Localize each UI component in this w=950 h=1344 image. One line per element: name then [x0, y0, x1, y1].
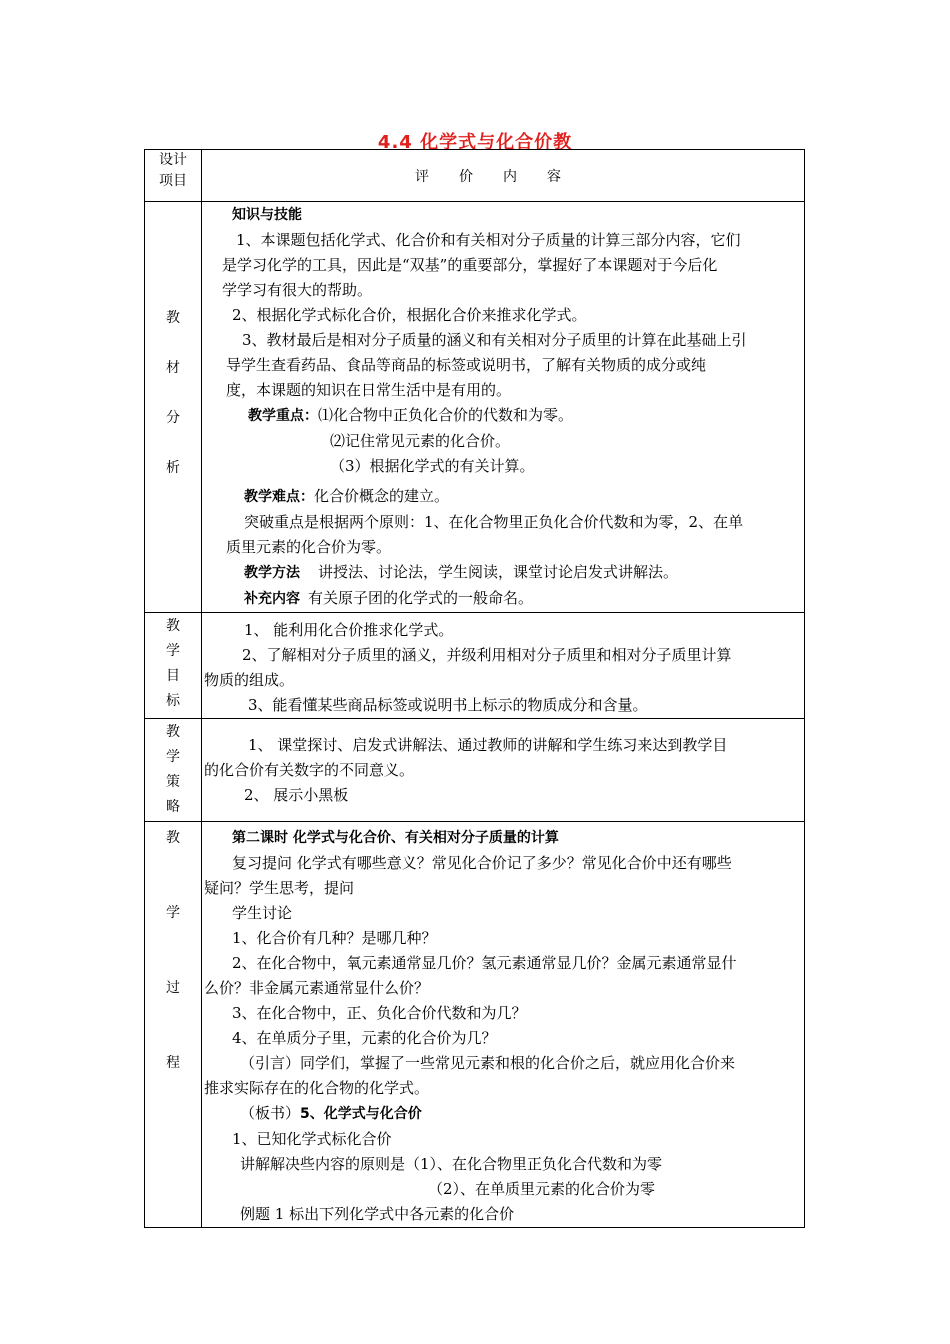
text-line: （引言）同学们，掌握了一些常见元素和根的化合价之后，就应用化合价来	[240, 1054, 736, 1072]
key-point-text: ⑴化合物中正负化合价的代数和为零。	[318, 406, 574, 424]
difficulty-line	[202, 484, 804, 510]
material-analysis-row	[145, 202, 805, 613]
text-line: 学学习有很大的帮助。	[222, 281, 373, 299]
teaching-goals-content	[202, 613, 805, 719]
text-line: 4、在单质分子里，元素的化合价为几？	[232, 1029, 497, 1047]
text-line: 3、能看懂某些商品标签或说明书上标示的物质成分和含量。	[248, 696, 648, 714]
text-line: 么价？非金属元素通常显什么价？	[204, 979, 430, 997]
text-line: 例题 1 标出下列化学式中各元素的化合价	[240, 1205, 515, 1223]
label-char: 标	[166, 693, 180, 709]
material-analysis-content	[202, 202, 805, 613]
label-char: 策	[166, 774, 180, 790]
text-line: 1、 能利用化合价推求化学式。	[244, 621, 454, 639]
material-analysis-label	[145, 202, 202, 613]
text-line: 讲解解决些内容的原则是（1）、在化合物里正负化合代数和为零	[240, 1155, 663, 1173]
section-heading: 第二课时 化学式与化合价、有关相对分子质量的计算	[232, 830, 559, 846]
teaching-process-content	[202, 822, 805, 1228]
text-line: 推求实际存在的化合物的化学式。	[204, 1079, 430, 1097]
design-item-header	[145, 150, 202, 202]
label-char: 学	[166, 643, 180, 659]
text-line: 2、在化合物中，氧元素通常显几价？氢元素通常显几价？金属元素通常显什	[232, 954, 737, 972]
difficulty-label: 教学难点：	[244, 489, 314, 505]
label-char: 教	[166, 830, 180, 846]
text-line: （2）、在单质里元素的化合价为零	[428, 1180, 656, 1198]
text-line: 导学生查看药品、食品等商品的标签或说明书，了解有关物质的成分或纯	[226, 356, 707, 374]
key-point-line	[202, 403, 804, 429]
teaching-goals-row	[145, 613, 805, 719]
text-line: 3、教材最后是相对分子质量的涵义和有关相对分子质里的计算在此基础上引	[242, 331, 747, 349]
label-char: 略	[166, 799, 180, 815]
label-char: 分	[166, 410, 180, 426]
header-left-line2: 项目	[159, 173, 187, 189]
header-left-line1: 设计	[159, 152, 187, 168]
text-line: 1、化合价有几种？是哪几种？	[232, 929, 437, 947]
difficulty-text: 化合价概念的建立。	[314, 487, 450, 505]
text-line: 1、本课题包括化学式、化合价和有关相对分子质量的计算三部分内容，它们	[236, 231, 741, 249]
text-line: 是学习化学的工具，因此是“双基”的重要部分，掌握好了本课题对于今后化	[222, 256, 718, 274]
teaching-process-row	[145, 822, 805, 1228]
label-char: 学	[166, 749, 180, 765]
key-point-line: ⑵记住常见元素的化合价。	[330, 432, 511, 450]
teaching-strategy-label	[145, 719, 202, 822]
method-line	[202, 560, 804, 586]
text-line: 疑问？学生思考，提问	[204, 879, 355, 897]
label-char: 教	[166, 310, 180, 326]
teaching-goals-label	[145, 613, 202, 719]
extra-line	[202, 586, 804, 612]
key-point-label: 教学重点：	[248, 408, 318, 424]
board-title: 5、化学式与化合价	[300, 1106, 422, 1122]
text-line: 2、了解相对分子质里的涵义，并级利用相对分子质里和相对分子质里计算	[242, 646, 732, 664]
teaching-strategy-content	[202, 719, 805, 822]
method-label: 教学方法	[244, 565, 300, 581]
text-line: 3、在化合物中，正、负化合价代数和为几？	[232, 1004, 527, 1022]
method-text: 讲授法、讨论法，学生阅读，课堂讨论启发式讲解法。	[318, 563, 679, 581]
label-char: 过	[166, 980, 180, 996]
document-title: 4.4 化学式与化合价教	[377, 132, 573, 153]
label-char: 材	[166, 360, 180, 376]
key-point-line: （3）根据化学式的有关计算。	[330, 457, 535, 475]
table-header-row	[145, 150, 805, 202]
label-char: 学	[166, 905, 180, 921]
text-line: 2、根据化学式标化合价，根据化合价来推求化学式。	[232, 306, 587, 324]
extra-label: 补充内容	[244, 591, 300, 607]
label-char: 析	[166, 460, 180, 476]
teaching-process-label	[145, 822, 202, 1228]
board-line	[202, 1101, 804, 1127]
extra-text: 有关原子团的化学式的一般命名。	[308, 589, 534, 607]
label-char: 目	[166, 668, 180, 684]
text-line: 突破重点是根据两个原则：1、在化合物里正负化合价代数和为零，2、在单	[244, 513, 744, 531]
text-line: 的化合价有关数字的不同意义。	[204, 761, 415, 779]
text-line: 学生讨论	[232, 904, 293, 922]
section-heading: 知识与技能	[232, 207, 302, 223]
evaluation-table	[144, 149, 805, 1228]
evaluation-content-header: 评价内容	[202, 150, 805, 202]
label-char: 教	[166, 618, 180, 634]
text-line: 物质的组成。	[204, 671, 295, 689]
text-line: 复习提问 化学式有哪些意义？常见化合价记了多少？常见化合价中还有哪些	[232, 854, 732, 872]
text-line: 2、 展示小黑板	[244, 786, 349, 804]
label-char: 教	[166, 724, 180, 740]
board-prefix: （板书）	[240, 1104, 301, 1122]
teaching-strategy-row	[145, 719, 805, 822]
text-line: 质里元素的化合价为零。	[226, 538, 392, 556]
label-char: 程	[166, 1055, 180, 1071]
text-line: 度，本课题的知识在日常生活中是有用的。	[226, 381, 512, 399]
text-line: 1、 课堂探讨、启发式讲解法、通过教师的讲解和学生练习来达到教学目	[248, 736, 728, 754]
text-line: 1、已知化学式标化合价	[232, 1130, 392, 1148]
